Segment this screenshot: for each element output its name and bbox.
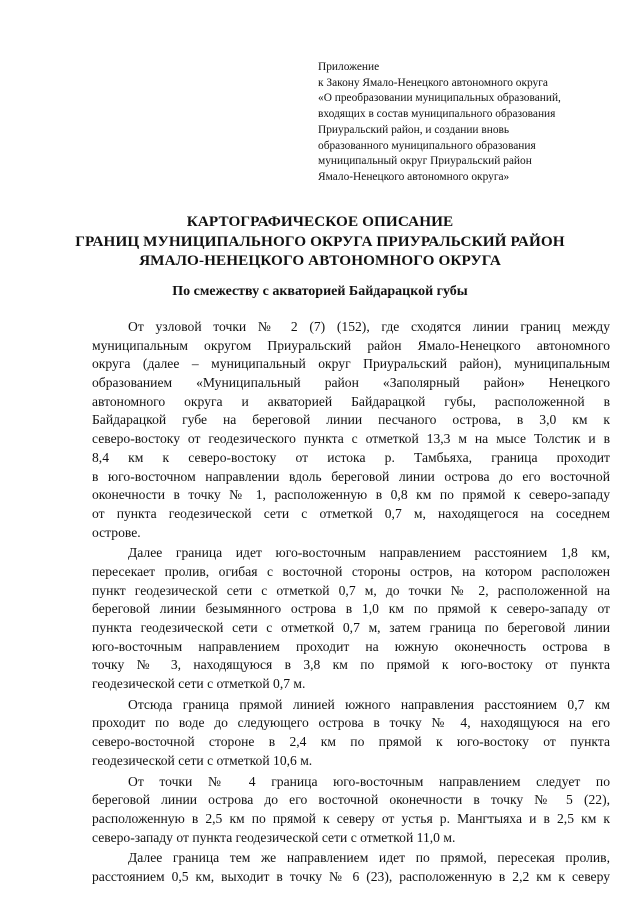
paragraph-line: пересекает пролив, огибая с восточной стороны остров, на котором расположен (92, 563, 610, 579)
paragraph-line: геодезической сети с отметкой 10,6 м. (92, 752, 313, 768)
paragraph-line: округа (далее – муниципальный округ Приуральский район), муниципальным (92, 356, 610, 372)
paragraph (92, 696, 610, 771)
document-body (92, 318, 610, 889)
title-line: КАРТОГРАФИЧЕСКОЕ ОПИСАНИЕ (186, 213, 454, 230)
paragraph-line: Байдарацкой губе на береговой линии песчаного острова, в 3,0 км к (92, 412, 610, 428)
paragraph-line: острове. (92, 524, 141, 540)
paragraph (92, 849, 610, 886)
title-line: ГРАНИЦ МУНИЦИПАЛЬНОГО ОКРУГА ПРИУРАЛЬСКИЙ РАЙОН (75, 232, 565, 250)
section-subtitle: По смежеству с акваторией Байдарацкой губы (172, 284, 468, 299)
appendix-line: «О преобразовании муниципальных образований, (318, 92, 561, 105)
paragraph-line: муниципальным округом Приуральский район Ямало-Ненецкого автономного (92, 337, 610, 353)
paragraph-line: пункта геодезической сети с отметкой 0,7 м, затем граница по береговой линии (92, 620, 610, 635)
appendix-line: Ямало-Ненецкого автономного округа» (318, 170, 510, 183)
paragraph-line: проходит по воде до следующего острова в точку № 4, находящуюся на его (92, 715, 610, 731)
title-line: ЯМАЛО-НЕНЕЦКОГО АВТОНОМНОГО ОКРУГА (139, 252, 501, 269)
paragraph-line: От узловой точки № 2 (7) (152), где сходятся линии границ между (128, 319, 610, 334)
paragraph (92, 773, 610, 848)
paragraph-line: точку № 3, находящуюся в 3,8 км по прямой к юго-востоку от пункта (92, 657, 610, 673)
paragraph-line: оконечности в точку № 1, расположенную в 0,8 км по прямой к северо-западу (92, 487, 610, 503)
appendix-line: муниципальный округ Приуральский район (318, 155, 532, 168)
paragraph-line: образованием «Муниципальный район «Заполярный район» Ненецкого (92, 375, 610, 391)
paragraph-line: береговой линии острова до его восточной оконечности в точку № 5 (22), (92, 792, 610, 808)
appendix-line: Приуральский район, и создании вновь (318, 123, 510, 136)
paragraph-line: от пункта геодезической сети с отметкой 0,7 м, находящегося на соседнем (92, 505, 610, 521)
paragraph-line: расположенную в 2,5 км по прямой к северу от устья р. Мангтыяха и в 2,5 км к (92, 810, 610, 826)
paragraph-line: береговой линии безымянного острова в 1,0 км по прямой к северо-западу от (92, 601, 610, 617)
appendix-note (318, 60, 618, 186)
appendix-line: к Закону Ямало-Ненецкого автономного округа (318, 76, 548, 89)
paragraph-line: От точки № 4 граница юго-восточным направлением следует по (128, 773, 610, 789)
paragraph-line: в юго-восточном направлении вдоль береговой линии острова до его восточной (92, 468, 610, 484)
paragraph-line: юго-восточным направлением проходит на южную оконечность острова в (92, 638, 610, 654)
paragraph-line: северо-восточной стороне в 2,4 км по прямой к юго-востоку от пункта (92, 734, 610, 750)
paragraph-line: автономного округа и акваторией Байдарацкой губы, расположенной в (92, 393, 610, 409)
paragraph (92, 318, 610, 542)
document-title (0, 212, 640, 271)
appendix-line: входящих в состав муниципального образования (318, 108, 556, 121)
paragraph-line: геодезической сети с отметкой 0,7 м. (92, 676, 306, 692)
appendix-line: образованного муниципального образования (318, 139, 536, 152)
paragraph-line: пункт геодезической сети с отметкой 0,7 м, до точки № 2, расположенной на (92, 582, 610, 598)
appendix-line: Приложение (318, 61, 380, 73)
paragraph-line: Отсюда граница прямой линией южного направления расстоянием 0,7 км (128, 696, 610, 712)
paragraph-line: Далее граница тем же направлением идет по прямой, пересекая пролив, (128, 850, 610, 866)
paragraph-line: северо-востоку от геодезического пункта с отметкой 13,3 м на мысе Толстик и в (92, 431, 610, 447)
paragraph-line: расстоянием 0,5 км, выходит в точку № 6 (23), расположенную в 2,2 км к северу (92, 868, 610, 884)
paragraph-line: Далее граница идет юго-восточным направлением расстоянием 1,8 км, (128, 545, 610, 561)
paragraph-line: 8,4 км к северо-востоку от истока р. Тамбьяха, граница проходит (92, 449, 610, 465)
paragraph (92, 544, 610, 694)
paragraph-line: северо-западу от пункта геодезической сети с отметкой 11,0 м. (92, 829, 456, 845)
